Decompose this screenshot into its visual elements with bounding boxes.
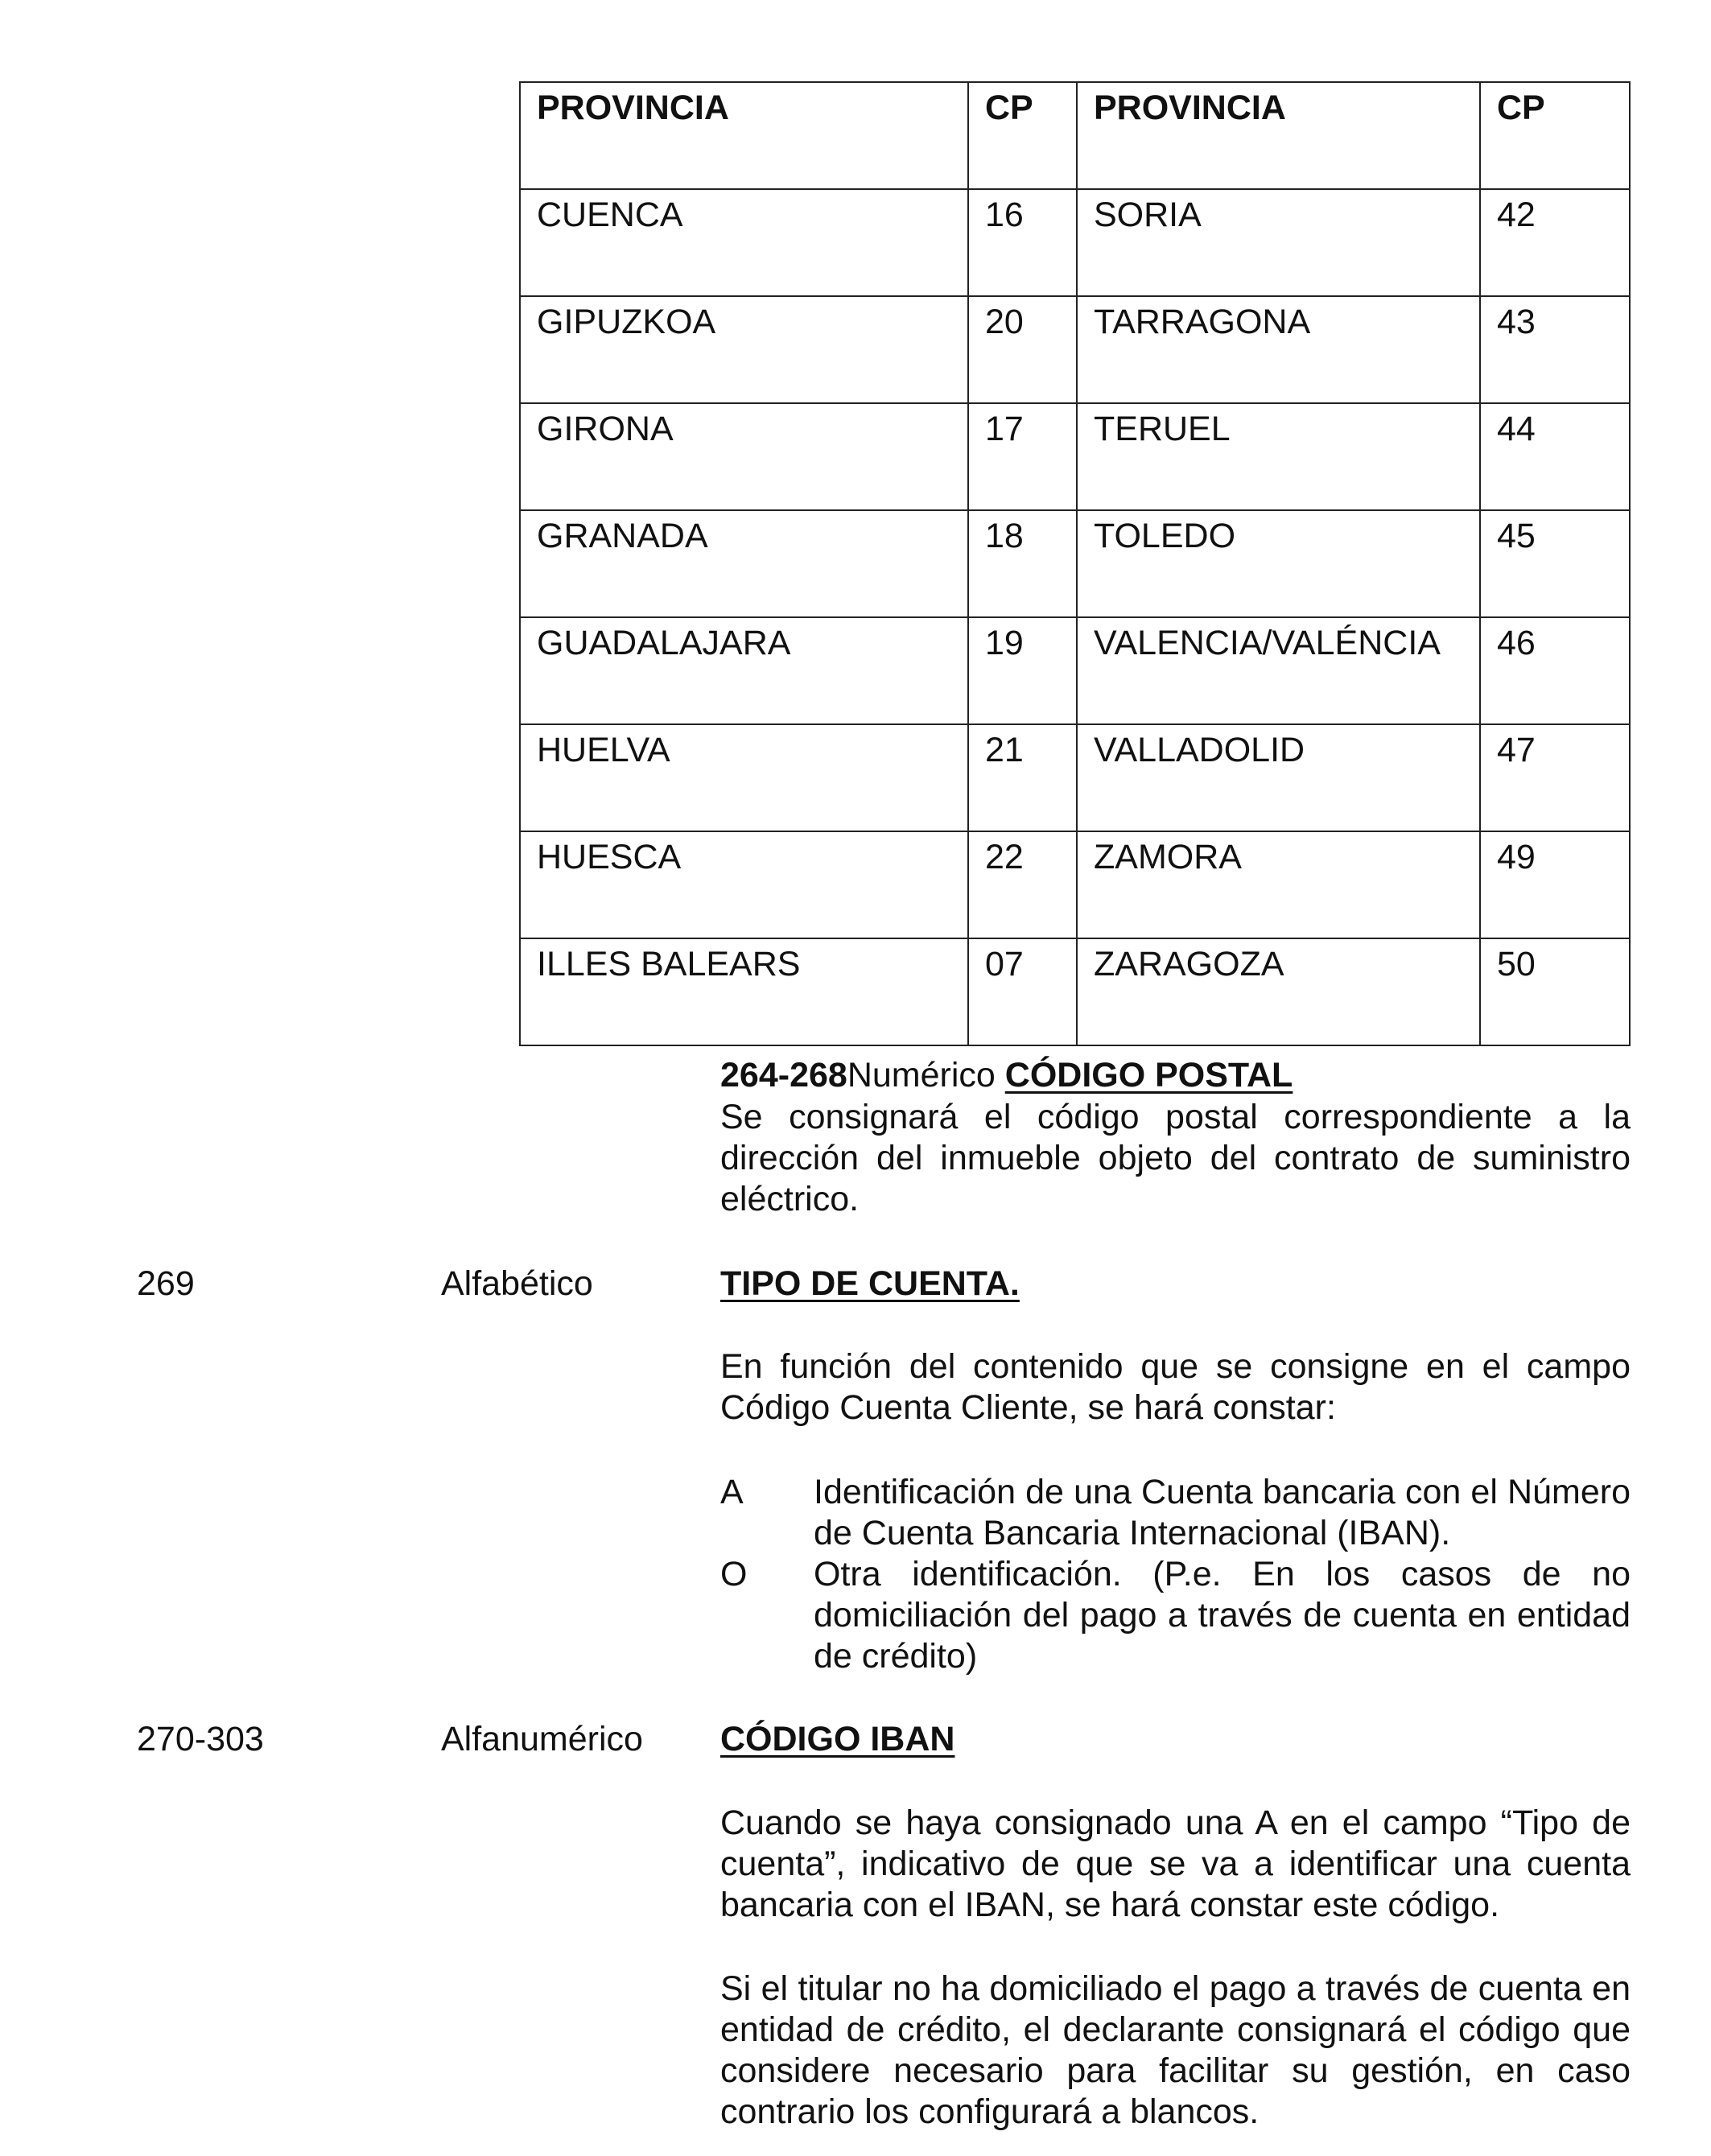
province-cell: GRANADA <box>520 510 968 617</box>
table-row <box>520 831 1630 938</box>
list-item <box>720 1472 1631 1554</box>
option-letter: O <box>720 1555 748 1593</box>
table-row <box>520 938 1630 1045</box>
account-type-title-wrap <box>720 1264 1631 1305</box>
option-letter: A <box>720 1473 744 1511</box>
list-item <box>720 1554 1631 1677</box>
iban-type: Alfanumérico <box>441 1720 643 1758</box>
cp-cell: 49 <box>1480 831 1630 938</box>
iban-position: 270-303 <box>137 1720 264 1758</box>
header-provincia-2: PROVINCIA <box>1077 82 1480 189</box>
account-type-title: TIPO DE CUENTA. <box>720 1264 1020 1303</box>
table-row <box>520 189 1630 296</box>
cp-cell: 18 <box>968 510 1077 617</box>
province-cell: TOLEDO <box>1077 510 1480 617</box>
cp-cell: 21 <box>968 724 1077 831</box>
postal-description: Se consignará el código postal correspondiente a la dirección del inmueble objeto del contrato de suministro eléctrico. <box>720 1098 1631 1218</box>
province-cell: VALLADOLID <box>1077 724 1480 831</box>
province-cell: HUESCA <box>520 831 968 938</box>
province-cell: VALENCIA/VALÉNCIA <box>1077 617 1480 724</box>
province-cell: TERUEL <box>1077 403 1480 510</box>
iban-title-wrap <box>720 1719 1631 1760</box>
province-cell: CUENCA <box>520 189 968 296</box>
postal-heading <box>720 1055 1631 1096</box>
iban-title: CÓDIGO IBAN <box>720 1720 955 1758</box>
province-cell: SORIA <box>1077 189 1480 296</box>
cp-cell: 17 <box>968 403 1077 510</box>
province-table <box>519 81 1631 1046</box>
iban-paragraph-2: Si el titular no ha domiciliado el pago a través de cuenta en entidad de crédito, el declarante consignará el código que considere necesario para facilitar su gestión, en caso contrario los configurará a blancos. <box>720 1969 1631 2131</box>
cp-cell: 47 <box>1480 724 1630 831</box>
province-cell: HUELVA <box>520 724 968 831</box>
table-row <box>520 724 1630 831</box>
cp-cell: 20 <box>968 296 1077 403</box>
iban-paragraph-1: Cuando se haya consignado una A en el campo “Tipo de cuenta”, indicativo de que se va a identificar una cuenta bancaria con el IBAN, se hará constar este código. <box>720 1804 1631 1924</box>
cp-cell: 16 <box>968 189 1077 296</box>
cp-cell: 50 <box>1480 938 1630 1045</box>
province-cell: GUADALAJARA <box>520 617 968 724</box>
province-cell: ZARAGOZA <box>1077 938 1480 1045</box>
option-text: Identificación de una Cuenta bancaria con el Número de Cuenta Bancaria Internacional (IBAN). <box>814 1473 1631 1552</box>
province-cell: GIPUZKOA <box>520 296 968 403</box>
cp-cell: 22 <box>968 831 1077 938</box>
cp-cell: 19 <box>968 617 1077 724</box>
table-row <box>520 510 1630 617</box>
account-type-position: 269 <box>137 1264 195 1303</box>
postal-title: CÓDIGO POSTAL <box>1004 1056 1293 1094</box>
table-row <box>520 296 1630 403</box>
table-row <box>520 617 1630 724</box>
option-text: Otra identificación. (P.e. En los casos de no domiciliación del pago a través de cuenta en entidad de crédito) <box>814 1555 1631 1676</box>
header-provincia-1: PROVINCIA <box>520 82 968 189</box>
cp-cell: 44 <box>1480 403 1630 510</box>
table-header-row <box>520 82 1630 189</box>
account-type-type: Alfabético <box>441 1264 593 1303</box>
province-cell: ZAMORA <box>1077 831 1480 938</box>
header-cp-1: CP <box>968 82 1077 189</box>
province-cell: TARRAGONA <box>1077 296 1480 403</box>
province-cell: GIRONA <box>520 403 968 510</box>
account-type-intro: En función del contenido que se consigne en el campo Código Cuenta Cliente, se hará constar: <box>720 1347 1631 1427</box>
cp-cell: 43 <box>1480 296 1630 403</box>
cp-cell: 42 <box>1480 189 1630 296</box>
cp-cell: 45 <box>1480 510 1630 617</box>
cp-cell: 07 <box>968 938 1077 1045</box>
postal-type: Numérico <box>847 1056 996 1094</box>
table-row <box>520 403 1630 510</box>
header-cp-2: CP <box>1480 82 1630 189</box>
cp-cell: 46 <box>1480 617 1630 724</box>
postal-position: 264-268 <box>720 1056 847 1094</box>
province-cell: ILLES BALEARS <box>520 938 968 1045</box>
